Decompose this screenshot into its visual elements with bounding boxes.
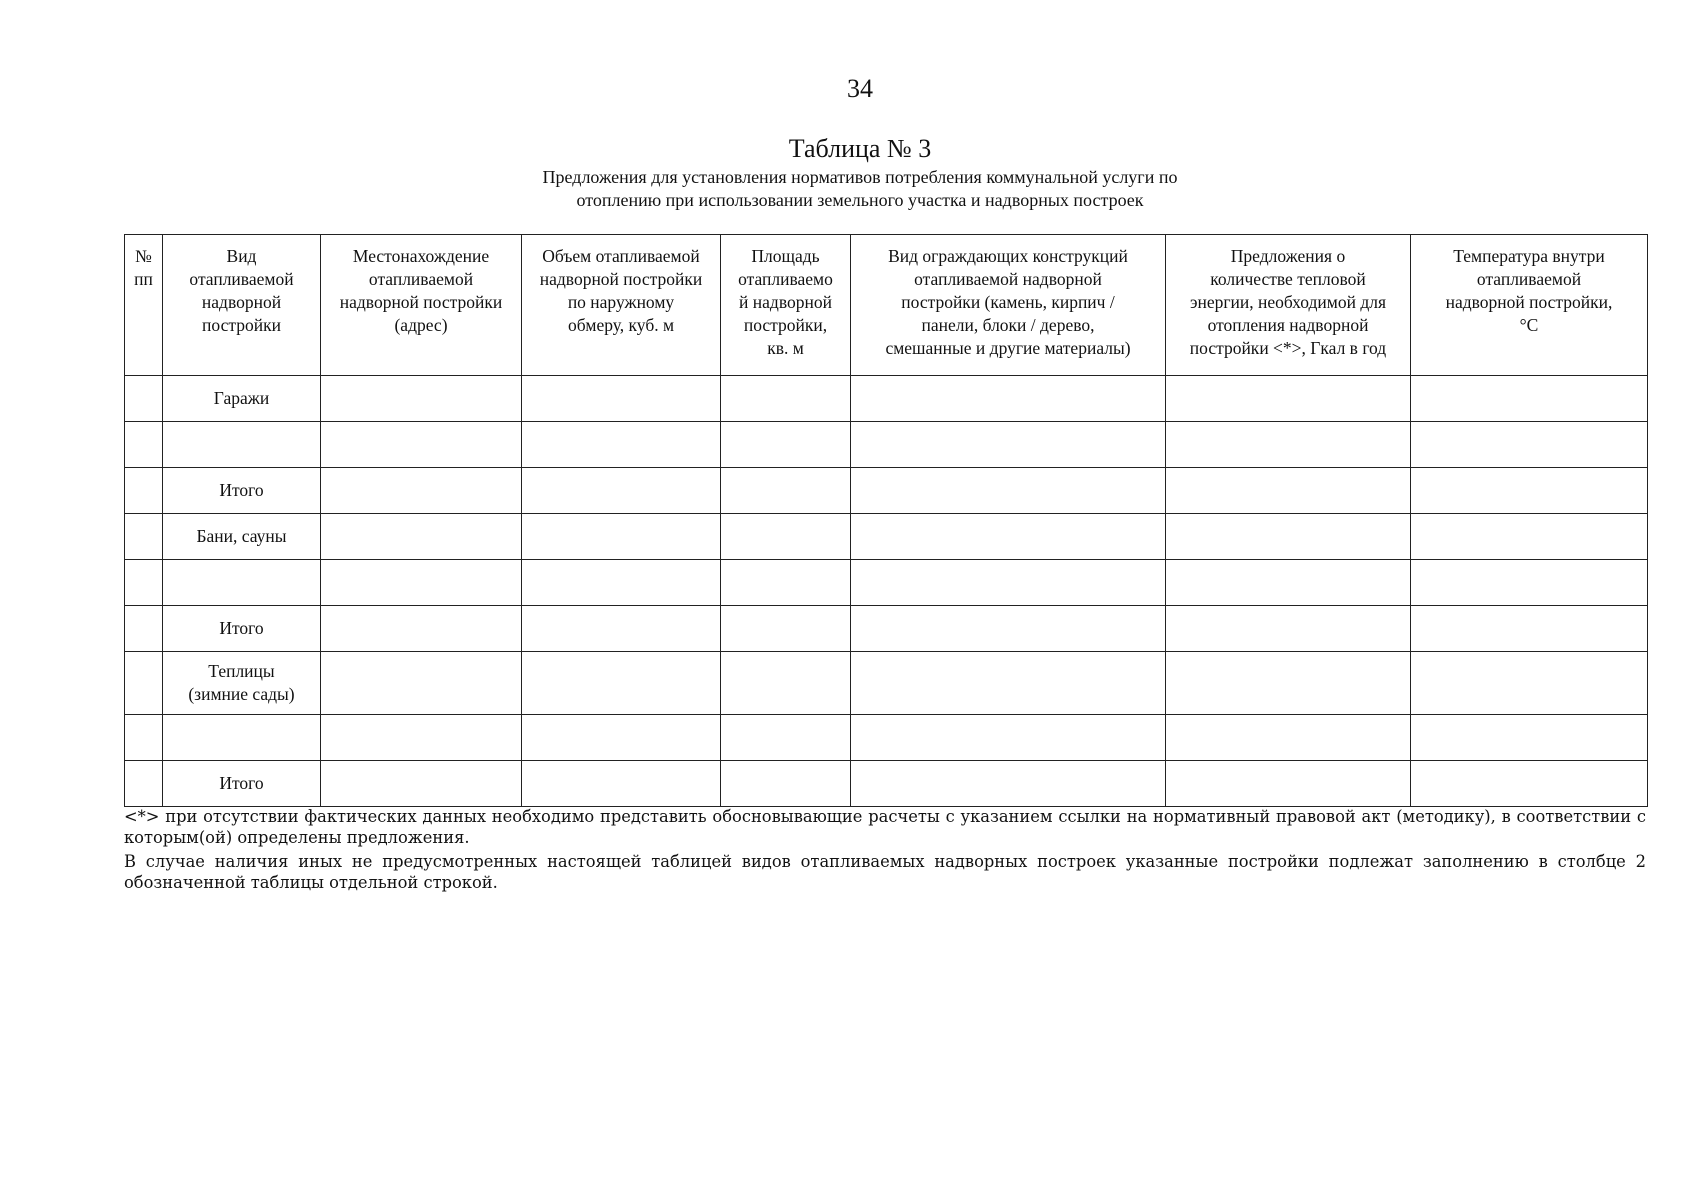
header-text: обмеру, куб. м (567, 315, 675, 335)
table-cell (522, 761, 721, 807)
table-row (125, 761, 1648, 807)
table-cell (851, 376, 1166, 422)
table-cell (1166, 715, 1411, 761)
header-area (721, 235, 851, 376)
header-text: отапливаемой (368, 269, 474, 289)
header-text: по наружному (567, 292, 675, 312)
table-cell (851, 422, 1166, 468)
header-text: отопления надворной (1207, 315, 1369, 335)
table-cell (721, 468, 851, 514)
table-cell (1411, 652, 1648, 715)
table-cell (851, 715, 1166, 761)
table-cell (321, 514, 522, 560)
table-cell (125, 652, 163, 715)
row-label (163, 422, 321, 468)
header-text: Температура внутри (1453, 246, 1605, 266)
table-cell (1166, 560, 1411, 606)
header-text: й надворной (739, 292, 832, 312)
subtitle-line: отоплению при использовании земельного участка и надворных построек (576, 190, 1144, 210)
header-text: отапливаемой (1476, 269, 1582, 289)
table-row (125, 514, 1648, 560)
table-cell (522, 652, 721, 715)
table-cell (1166, 652, 1411, 715)
table-cell (125, 422, 163, 468)
header-text: надворной постройки (539, 269, 703, 289)
header-number (125, 235, 163, 376)
page-number: 34 (847, 74, 873, 103)
header-text: кв. м (767, 338, 804, 358)
header-text: Предложения о (1230, 246, 1346, 266)
table-cell (321, 761, 522, 807)
table-cell (1411, 560, 1648, 606)
row-label (163, 560, 321, 606)
table-cell (851, 761, 1166, 807)
table-cell (851, 468, 1166, 514)
header-text: надворной постройки (339, 292, 503, 312)
row-label: Итого (163, 468, 321, 514)
header-inside-temperature (1411, 235, 1648, 376)
table-cell (522, 422, 721, 468)
header-enclosing-structures (851, 235, 1166, 376)
table-cell (125, 560, 163, 606)
row-label (163, 715, 321, 761)
table-cell (522, 468, 721, 514)
header-text: пп (134, 269, 153, 289)
table-cell (321, 715, 522, 761)
table-row (125, 560, 1648, 606)
table-cell (1166, 514, 1411, 560)
header-text: Объем отапливаемой (542, 246, 700, 266)
header-heat-energy-proposal (1166, 235, 1411, 376)
header-text: постройки, (743, 315, 828, 335)
header-text: количестве тепловой (1210, 269, 1366, 289)
footnote-other-buildings: В случае наличия иных не предусмотренных настоящей таблицей видов отапливаемых надворных построек указанные постройки подлежат заполнению в столбце 2 обозначенной таблицы отдельной строкой. (124, 852, 1646, 892)
header-text: отапливаемой надворной (914, 269, 1102, 289)
header-text: № (135, 246, 152, 266)
table-cell (125, 468, 163, 514)
table-cell (1166, 761, 1411, 807)
table-cell (851, 560, 1166, 606)
header-text: отапливаемой (189, 269, 294, 289)
table-row (125, 606, 1648, 652)
header-text: смешанные и другие материалы) (885, 338, 1131, 358)
table-cell (522, 715, 721, 761)
table-cell (522, 376, 721, 422)
table-cell (851, 606, 1166, 652)
header-text: Вид ограждающих конструкций (888, 246, 1128, 266)
table-cell (1411, 761, 1648, 807)
table-cell (721, 514, 851, 560)
table-cell (321, 376, 522, 422)
footnote-asterisk: <*> при отсутствии фактических данных необходимо представить обосновывающие расчеты с указанием ссылки на нормативный правовой акт (методику), в соответствии с которым(ой) определены предложения. (124, 807, 1646, 847)
subtitle-line: Предложения для установления нормативов потребления коммунальной услуги по (542, 167, 1178, 187)
table-cell (1166, 606, 1411, 652)
header-building-type (163, 235, 321, 376)
table-cell (125, 514, 163, 560)
row-label: Теплицы (зимние сады) (163, 652, 321, 715)
table-cell (125, 761, 163, 807)
table-cell (721, 715, 851, 761)
table-row (125, 652, 1648, 715)
table-row (125, 376, 1648, 422)
table-cell (1166, 422, 1411, 468)
header-text: Площадь (751, 246, 820, 266)
header-text: постройки (камень, кирпич / (901, 292, 1115, 312)
row-label: Итого (163, 606, 321, 652)
table-cell (125, 376, 163, 422)
table-cell (522, 560, 721, 606)
table-cell (321, 422, 522, 468)
header-text: постройки (202, 315, 281, 335)
heating-norms-table (124, 234, 1648, 807)
table-subtitle (0, 166, 1697, 212)
table-cell (522, 514, 721, 560)
header-text: надворной (201, 292, 282, 312)
table-row (125, 715, 1648, 761)
table-cell (1166, 376, 1411, 422)
row-label: Бани, сауны (163, 514, 321, 560)
table-cell (1411, 422, 1648, 468)
table-cell (1411, 376, 1648, 422)
table-cell (851, 514, 1166, 560)
header-text: надворной постройки, (1445, 292, 1613, 312)
header-text: Местонахождение (352, 246, 490, 266)
header-volume (522, 235, 721, 376)
header-location (321, 235, 522, 376)
table-cell (321, 468, 522, 514)
table-cell (125, 606, 163, 652)
header-text: °С (1519, 315, 1539, 335)
table-cell (1411, 715, 1648, 761)
table-cell (1411, 514, 1648, 560)
table-cell (721, 606, 851, 652)
table-cell (721, 422, 851, 468)
table-row (125, 422, 1648, 468)
header-text: панели, блоки / дерево, (921, 315, 1095, 335)
table-cell (125, 715, 163, 761)
footnotes (124, 806, 1646, 896)
table-cell (321, 606, 522, 652)
table-cell (721, 376, 851, 422)
table-cell (321, 652, 522, 715)
table-cell (721, 560, 851, 606)
header-text: Вид (226, 246, 257, 266)
table-header-row (125, 235, 1648, 376)
table-cell (1166, 468, 1411, 514)
table-cell (522, 606, 721, 652)
table-cell (1411, 606, 1648, 652)
table-cell (1411, 468, 1648, 514)
header-text: (адрес) (394, 315, 448, 335)
table-cell (321, 560, 522, 606)
header-text: постройки <*>, Гкал в год (1189, 338, 1387, 358)
header-text: отапливаемо (738, 269, 833, 289)
table-title: Таблица № 3 (788, 134, 932, 163)
table-row (125, 468, 1648, 514)
row-label: Итого (163, 761, 321, 807)
table-cell (851, 652, 1166, 715)
header-text: энергии, необходимой для (1189, 292, 1387, 312)
row-label: Гаражи (163, 376, 321, 422)
table-cell (721, 761, 851, 807)
table-cell (721, 652, 851, 715)
